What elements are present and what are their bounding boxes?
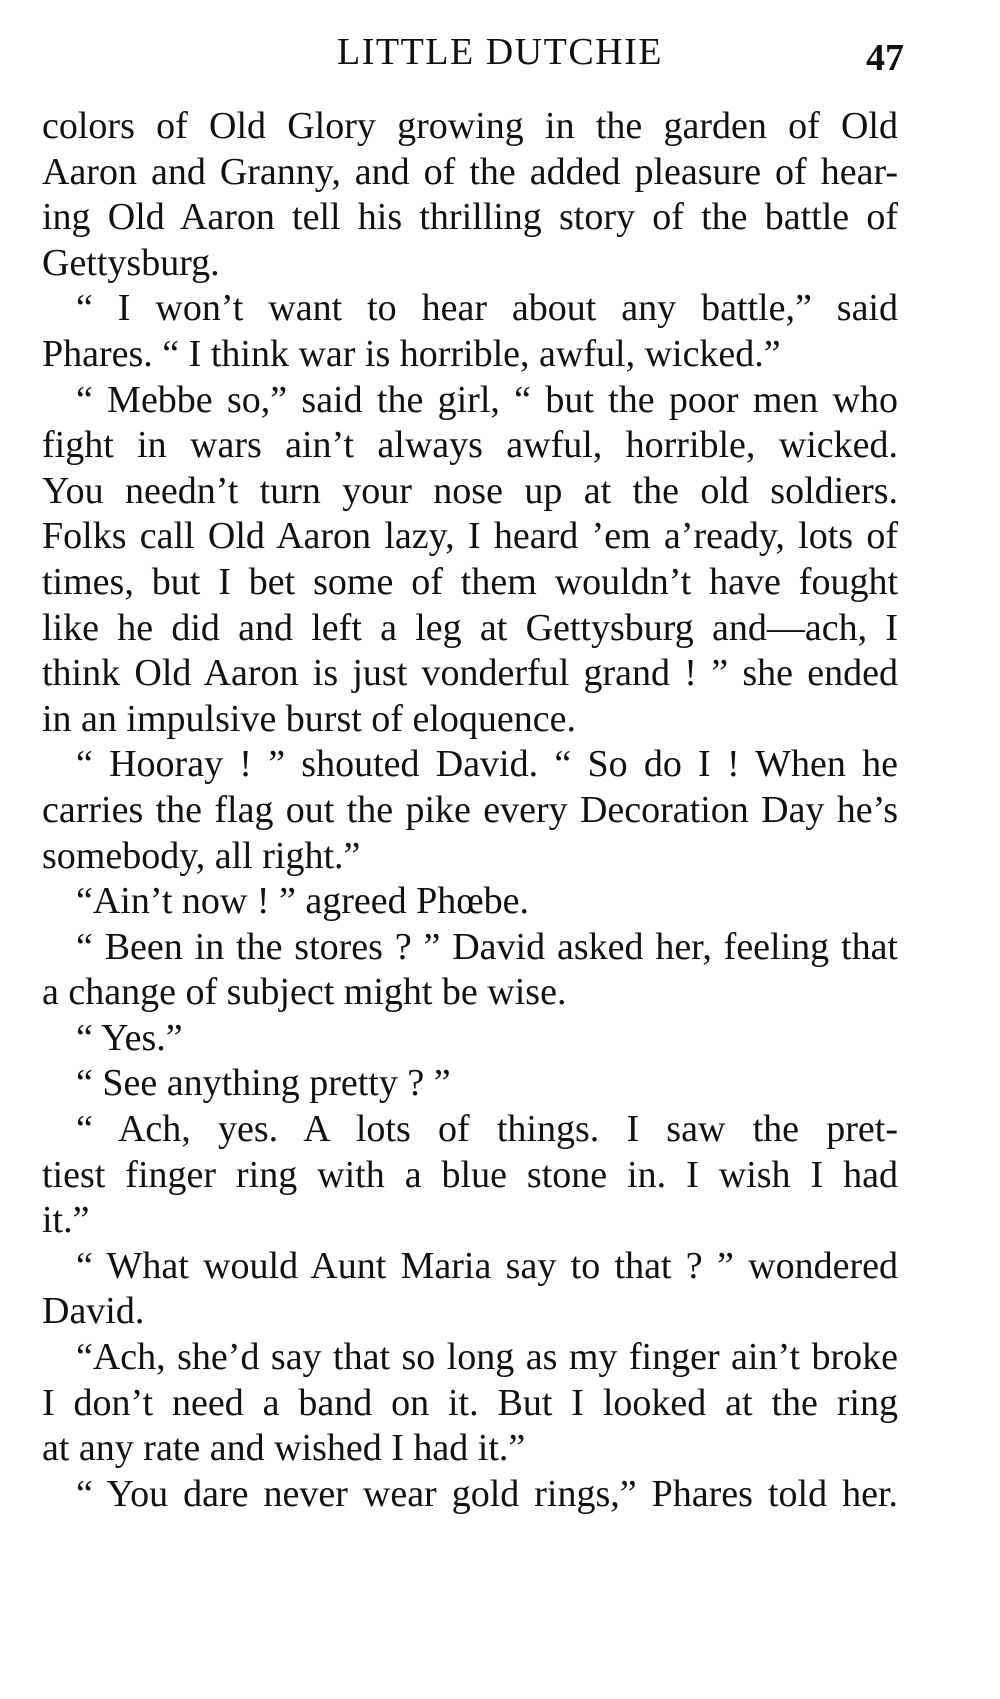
text-line: “ Ach, yes. A lots of things. I saw the pret- xyxy=(76,1108,898,1151)
text-line: “ What would Aunt Maria say to that ? ” wondered xyxy=(76,1244,898,1287)
running-title: LITTLE DUTCHIE xyxy=(337,31,663,73)
text-line: a change of subject might be wise. xyxy=(42,971,567,1014)
text-line: somebody, all right.” xyxy=(42,834,361,877)
page-header xyxy=(0,30,1000,80)
text-line: You needn’t turn your nose up at the old soldiers. xyxy=(42,469,898,512)
text-line: “ Been in the stores ? ” David asked her, feeling that xyxy=(76,925,898,968)
text-line: Gettysburg. xyxy=(42,241,220,284)
text-line: David. xyxy=(42,1290,145,1333)
text-line: like he did and left a leg at Gettysburg and—ach, I xyxy=(42,606,898,649)
text-line: Folks call Old Aaron lazy, I heard ’em a’ready, lots of xyxy=(42,515,898,558)
text-line: Aaron and Granny, and of the added pleasure of hear- xyxy=(42,150,898,193)
text-line: in an impulsive burst of eloquence. xyxy=(42,697,576,740)
page-number: 47 xyxy=(866,37,904,79)
text-line: think Old Aaron is just vonderful grand ! ” she ended xyxy=(42,652,898,695)
text-line: tiest finger ring with a blue stone in. I wish I had xyxy=(42,1153,898,1196)
text-line: “ Mebbe so,” said the girl, “ but the poor men who xyxy=(76,378,898,421)
text-line: I don’t need a band on it. But I looked at the ring xyxy=(42,1381,898,1424)
text-line: colors of Old Glory growing in the garden of Old xyxy=(42,105,898,147)
text-line: Phares. “ I think war is horrible, awful, wicked.” xyxy=(42,332,781,375)
text-line: carries the flag out the pike every Decoration Day he’s xyxy=(42,788,898,831)
text-line: at any rate and wished I had it.” xyxy=(42,1427,526,1470)
text-line: “Ach, she’d say that so long as my finger ain’t broke xyxy=(76,1336,898,1379)
text-line: it.” xyxy=(42,1199,90,1242)
text-line: “Ain’t now ! ” agreed Phœbe. xyxy=(76,880,530,923)
text-line: fight in wars ain’t always awful, horrible, wicked. xyxy=(42,424,898,467)
text-line: “ Hooray ! ” shouted David. “ So do I ! When he xyxy=(76,743,898,786)
text-line: “ You dare never wear gold rings,” Phares told her. xyxy=(76,1472,898,1515)
text-line: “ See anything pretty ? ” xyxy=(76,1062,451,1105)
text-line: “ I won’t want to hear about any battle,” said xyxy=(76,287,898,330)
text-line: times, but I bet some of them wouldn’t have fought xyxy=(42,560,898,603)
body-text xyxy=(42,104,898,1517)
text-line: “ Yes.” xyxy=(76,1016,183,1059)
text-line: ing Old Aaron tell his thrilling story of the battle of xyxy=(42,196,898,239)
